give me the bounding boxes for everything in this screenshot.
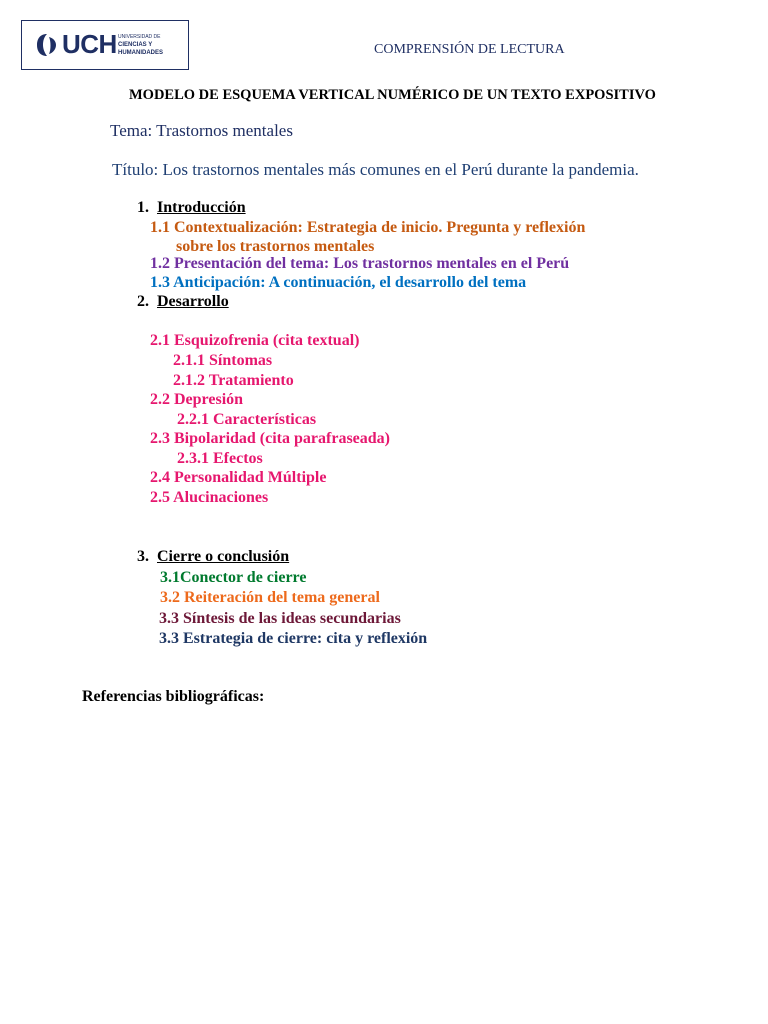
topic-line: Tema: Trastornos mentales	[110, 121, 293, 140]
logo-brand: UCH	[62, 29, 117, 59]
list-item: 3.3 Estrategia de cierre: cita y reflexión	[159, 630, 428, 647]
title-line: Título: Los trastornos mentales más comunes en el Perú durante la pandemia.	[112, 160, 639, 179]
list-item: sobre los trastornos mentales	[176, 238, 375, 255]
section-conclusion-heading: 3. Cierre o conclusión	[137, 548, 290, 565]
list-item: 1.2 Presentación del tema: Los trastornos mentales en el Perú	[150, 255, 570, 272]
list-item: 2.5 Alucinaciones	[150, 489, 269, 506]
list-item: 2.3.1 Efectos	[177, 450, 263, 467]
list-item: 3.2 Reiteración del tema general	[160, 589, 380, 606]
logo-university-name: UNIVERSIDAD DE CIENCIAS Y HUMANIDADES	[118, 34, 163, 56]
list-item: 2.4 Personalidad Múltiple	[150, 469, 327, 486]
list-item: 3.3 Síntesis de las ideas secundarias	[159, 610, 401, 627]
list-item: 2.1 Esquizofrenia (cita textual)	[150, 332, 360, 349]
list-item: 1.1 Contextualización: Estrategia de inicio. Pregunta y reflexión	[150, 219, 586, 236]
university-logo	[21, 20, 189, 70]
list-item: 1.3 Anticipación: A continuación, el desarrollo del tema	[150, 274, 527, 291]
references-heading: Referencias bibliográficas:	[82, 688, 265, 705]
list-item: 2.3 Bipolaridad (cita parafraseada)	[150, 430, 390, 447]
list-item: 2.1.1 Síntomas	[173, 352, 273, 369]
course-header: COMPRENSIÓN DE LECTURA	[374, 42, 565, 57]
list-item: 2.2 Depresión	[150, 391, 244, 408]
uch-emblem-icon	[36, 33, 58, 57]
section-development-heading: 2. Desarrollo	[137, 293, 229, 310]
list-item: 2.1.2 Tratamiento	[173, 372, 294, 389]
section-introduction-heading: 1. Introducción	[137, 199, 246, 216]
list-item: 2.2.1 Características	[177, 411, 317, 428]
list-item: 3.1Conector de cierre	[160, 569, 307, 586]
document-title: MODELO DE ESQUEMA VERTICAL NUMÉRICO DE UN TEXTO EXPOSITIVO	[129, 87, 656, 103]
